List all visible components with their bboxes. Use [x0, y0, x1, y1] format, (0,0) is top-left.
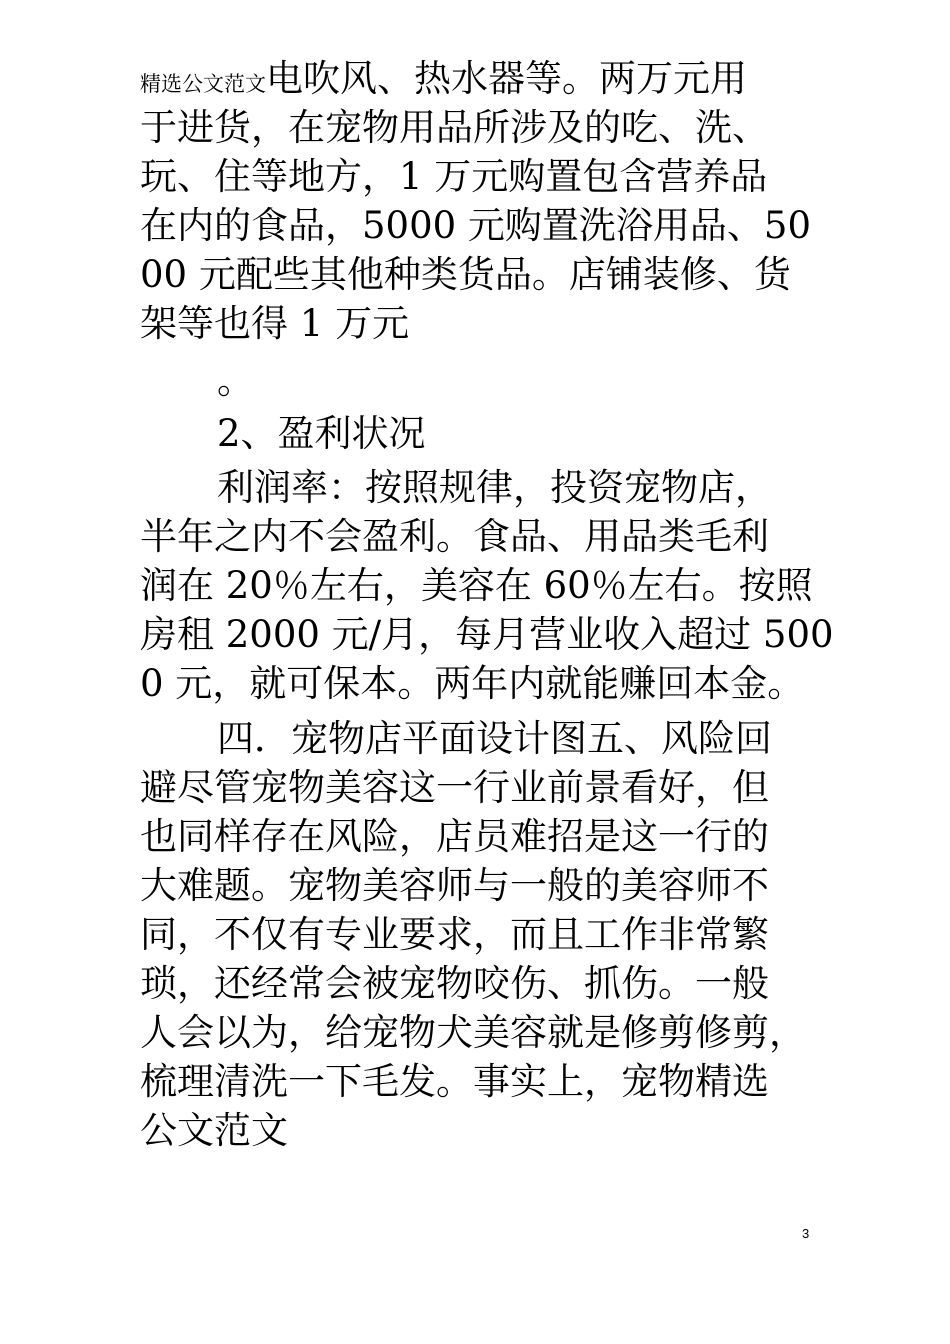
text-line-12: 房租 2000 元/月，每月营业收入超过 500: [140, 613, 834, 656]
text-line-11: 润在 20％左右，美容在 60％左右。按照: [140, 564, 813, 607]
text-line-19: 琐，还经常会被宠物咬伤、抓伤。一般: [140, 962, 769, 1005]
text-line-3: 玩、住等地方，1 万元购置包含营养品: [140, 155, 768, 198]
header-watermark-text: 精选公文范文: [140, 72, 266, 96]
text-line-10: 半年之内不会盈利。食品、用品类毛利: [140, 515, 769, 558]
section-heading-profit: 2、盈利状况: [217, 412, 426, 455]
text-line-2: 于进货，在宠物用品所涉及的吃、洗、: [140, 106, 769, 149]
text-line-14: 四．宠物店平面设计图五、风险回: [217, 717, 772, 760]
text-line-13: 0 元，就可保本。两年内就能赚回本金。: [140, 662, 805, 705]
text-line-1-main: 电吹风、热水器等。两万元用: [266, 57, 747, 100]
text-line-16: 也同样存在风险，店员难招是这一行的: [140, 815, 769, 858]
text-line-7: 。: [217, 359, 254, 402]
text-line-15: 避尽管宠物美容这一行业前景看好，但: [140, 766, 769, 809]
text-line-18: 同，不仅有专业要求，而且工作非常繁: [140, 913, 769, 956]
text-line-22: 公文范文: [140, 1109, 288, 1152]
text-line-4: 在内的食品，5000 元购置洗浴用品、50: [140, 204, 812, 247]
text-line-9: 利润率：按照规律，投资宠物店，: [217, 466, 772, 509]
text-line-20: 人会以为，给宠物犬美容就是修剪修剪，: [140, 1011, 806, 1054]
text-line-21: 梳理清洗一下毛发。事实上，宠物精选: [140, 1060, 769, 1103]
text-line-17: 大难题。宠物美容师与一般的美容师不: [140, 864, 769, 907]
text-line-1: [140, 57, 747, 100]
page-number: 3: [802, 1226, 810, 1241]
text-line-5: 00 元配些其他种类货品。店铺装修、货: [140, 253, 791, 296]
text-line-6: 架等也得 1 万元: [140, 302, 410, 345]
